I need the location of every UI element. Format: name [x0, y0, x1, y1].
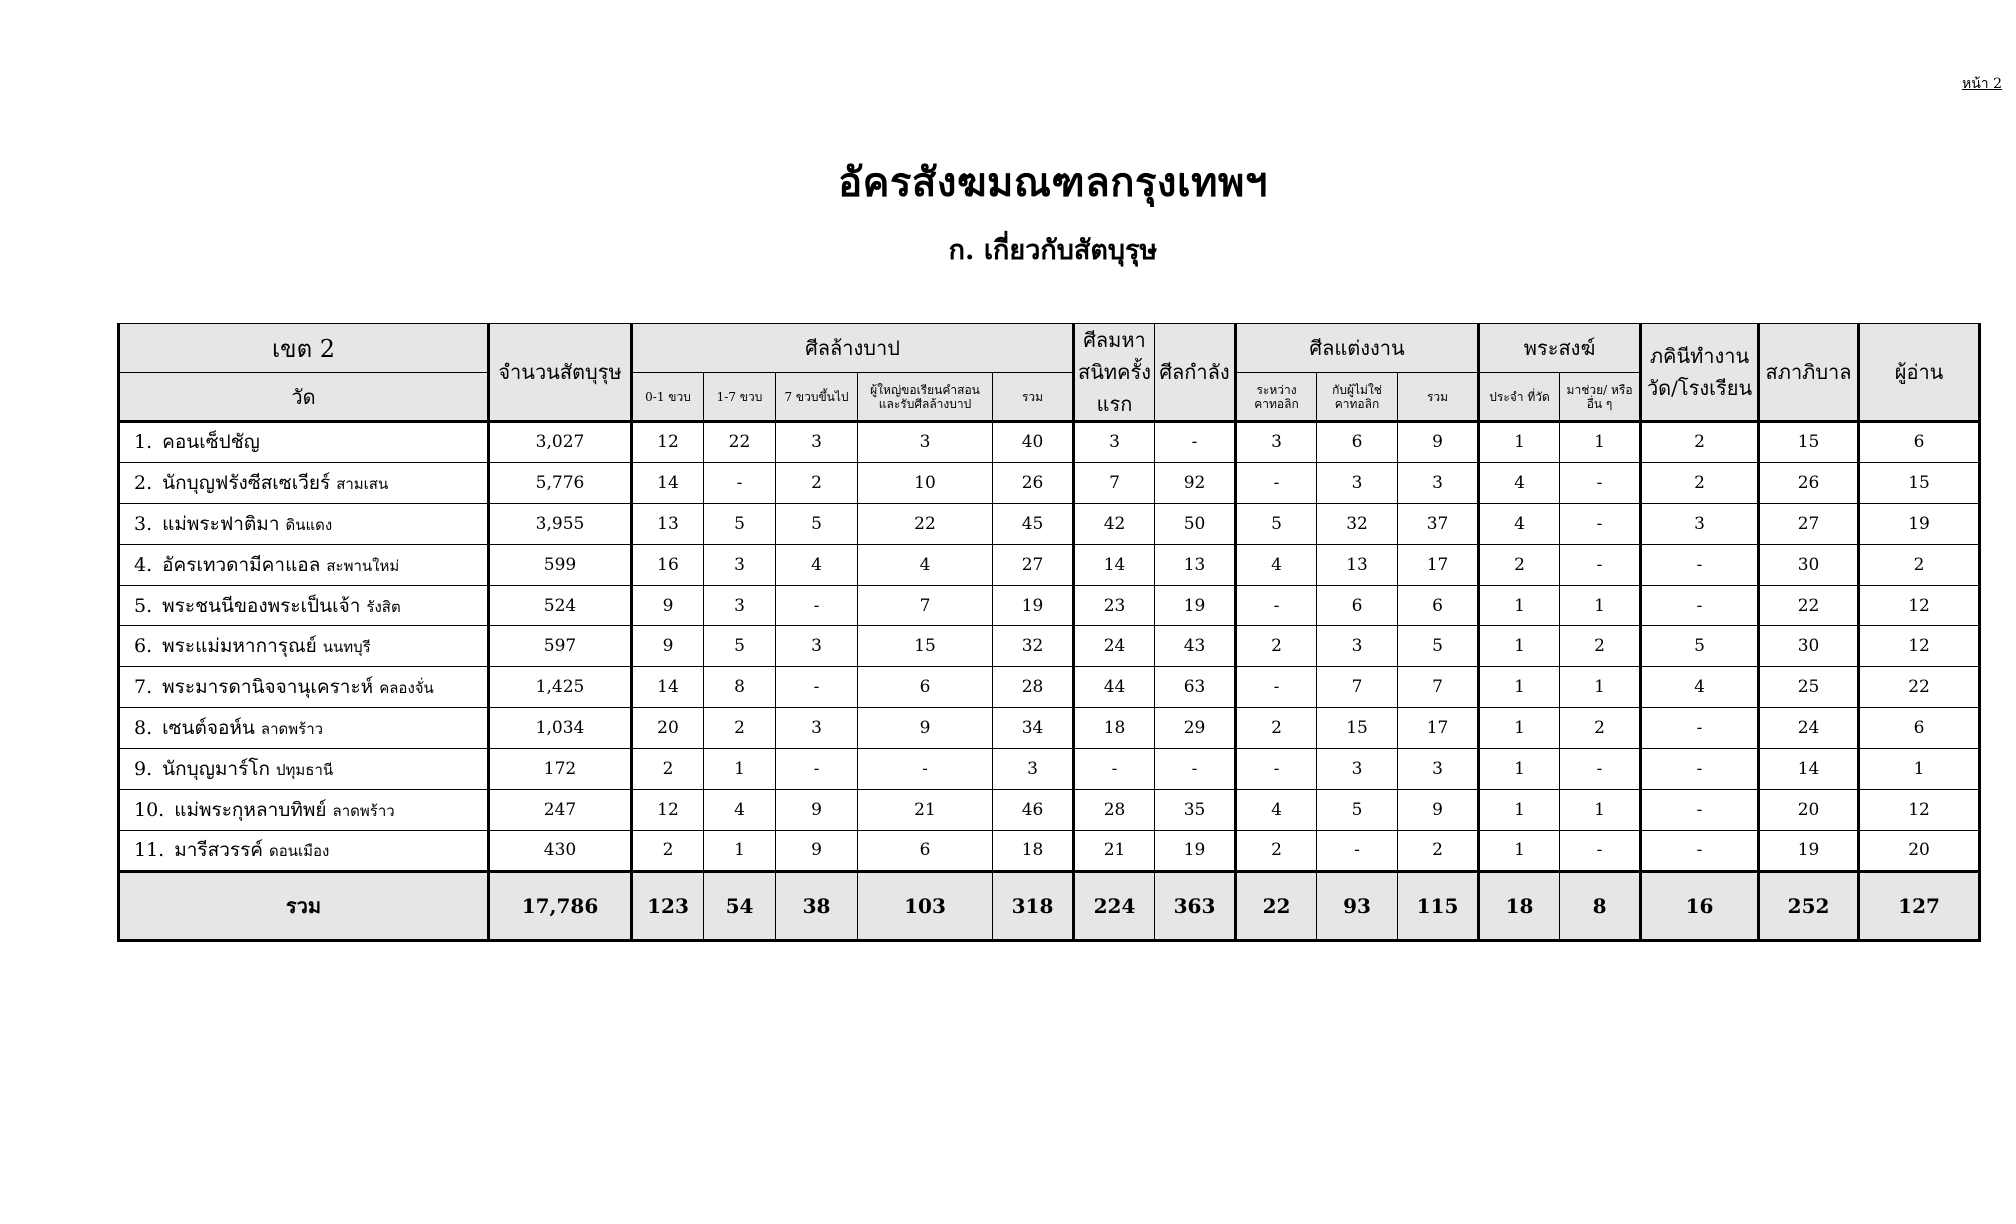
- table-cell: 27: [993, 544, 1074, 585]
- table-cell: 63: [1155, 667, 1236, 708]
- table-cell: 13: [632, 503, 704, 544]
- table-cell: -: [1641, 585, 1759, 626]
- table-cell: -: [776, 667, 858, 708]
- table-cell: 32: [1317, 503, 1398, 544]
- total-cell: 38: [776, 871, 858, 940]
- table-cell: 3: [1317, 626, 1398, 667]
- table-cell: 9: [858, 708, 993, 749]
- church-location: สะพานใหม่: [326, 556, 400, 575]
- table-cell: 30: [1759, 626, 1859, 667]
- table-cell: -: [1641, 830, 1759, 871]
- table-cell: 3: [776, 422, 858, 463]
- church-name: แม่พระกุหลาบทิพย์: [174, 798, 327, 821]
- baptism-header: ศีลล้างบาป: [632, 324, 1074, 373]
- table-cell: 19: [1759, 830, 1859, 871]
- table-cell: 2: [1236, 830, 1317, 871]
- table-cell: -: [1641, 749, 1759, 790]
- table-cell: 14: [632, 462, 704, 503]
- church-name: พระชนนีของพระเป็นเจ้า: [162, 594, 361, 617]
- table-cell: 2: [704, 708, 776, 749]
- table-cell: 2: [1560, 626, 1641, 667]
- table-cell: 30: [1759, 544, 1859, 585]
- table-cell: 2: [1641, 422, 1759, 463]
- church-name-cell: [119, 585, 489, 626]
- table-cell: 50: [1155, 503, 1236, 544]
- table-cell: 42: [1074, 503, 1155, 544]
- table-cell: 4: [858, 544, 993, 585]
- table-cell: 3: [1398, 462, 1479, 503]
- table-cell: 1,034: [489, 708, 632, 749]
- table-cell: -: [776, 749, 858, 790]
- table-cell: 43: [1155, 626, 1236, 667]
- table-cell: 22: [704, 422, 776, 463]
- table-cell: -: [1236, 462, 1317, 503]
- church-location: รังสิต: [366, 597, 401, 616]
- table-cell: 7: [1074, 462, 1155, 503]
- table-cell: 12: [632, 422, 704, 463]
- table-cell: 12: [1859, 790, 1980, 831]
- table-cell: -: [1641, 708, 1759, 749]
- table-row: [119, 708, 1980, 749]
- table-cell: 40: [993, 422, 1074, 463]
- table-cell: 5: [1398, 626, 1479, 667]
- table-cell: 12: [1859, 626, 1980, 667]
- table-cell: 46: [993, 790, 1074, 831]
- table-cell: 15: [1317, 708, 1398, 749]
- baptism-sub-header: ผู้ใหญ่ขอเรียนคำสอน และรับศีลล้างบาป: [858, 373, 993, 422]
- sisters-header: ภคินีทำงาน วัด/โรงเรียน: [1641, 324, 1759, 422]
- table-cell: 24: [1074, 626, 1155, 667]
- church-name: นักบุญมาร์โก: [162, 758, 270, 781]
- table-cell: -: [1560, 544, 1641, 585]
- table-cell: 9: [1398, 790, 1479, 831]
- table-cell: 5: [1236, 503, 1317, 544]
- table-cell: 9: [632, 585, 704, 626]
- church-name: มารีสวรรค์: [174, 839, 264, 862]
- table-cell: 35: [1155, 790, 1236, 831]
- table-cell: 5: [1317, 790, 1398, 831]
- table-cell: 172: [489, 749, 632, 790]
- readers-header: ผู้อ่าน: [1859, 324, 1980, 422]
- total-cell: 123: [632, 871, 704, 940]
- total-cell: 54: [704, 871, 776, 940]
- table-cell: 2: [632, 749, 704, 790]
- table-cell: 6: [1317, 422, 1398, 463]
- total-cell: 115: [1398, 871, 1479, 940]
- table-cell: 21: [1074, 830, 1155, 871]
- baptism-sub-header: รวม: [993, 373, 1074, 422]
- table-cell: 2: [1236, 626, 1317, 667]
- table-cell: 7: [858, 585, 993, 626]
- row-number: 2.: [134, 471, 153, 494]
- table-cell: 3,955: [489, 503, 632, 544]
- table-cell: 1: [1479, 585, 1560, 626]
- church-location: ปทุมธานี: [276, 761, 334, 780]
- marriage-sub-header: กับผู้ไม่ใช่ คาทอลิก: [1317, 373, 1398, 422]
- table-row: [119, 830, 1980, 871]
- table-cell: 2: [1236, 708, 1317, 749]
- total-label: รวม: [119, 871, 489, 940]
- table-cell: 5: [704, 503, 776, 544]
- table-cell: 2: [632, 830, 704, 871]
- table-cell: 26: [993, 462, 1074, 503]
- table-cell: 2: [1398, 830, 1479, 871]
- statistics-table: [117, 323, 1981, 942]
- table-cell: 3: [776, 626, 858, 667]
- table-cell: 10: [858, 462, 993, 503]
- council-header: สภาภิบาล: [1759, 324, 1859, 422]
- total-cell: 8: [1560, 871, 1641, 940]
- table-cell: -: [1641, 790, 1759, 831]
- table-cell: 2: [1479, 544, 1560, 585]
- row-number: 8.: [134, 717, 153, 740]
- table-cell: 2: [1560, 708, 1641, 749]
- table-cell: -: [1236, 585, 1317, 626]
- table-row: [119, 462, 1980, 503]
- total-cell: 17,786: [489, 871, 632, 940]
- table-cell: 7: [1398, 667, 1479, 708]
- table-cell: 9: [1398, 422, 1479, 463]
- table-row: [119, 544, 1980, 585]
- table-cell: 6: [1859, 708, 1980, 749]
- table-cell: -: [1560, 462, 1641, 503]
- table-cell: 4: [1479, 503, 1560, 544]
- table-cell: -: [1155, 749, 1236, 790]
- table-cell: 3: [858, 422, 993, 463]
- table-cell: 430: [489, 830, 632, 871]
- table-row: [119, 749, 1980, 790]
- total-cell: 318: [993, 871, 1074, 940]
- table-cell: 599: [489, 544, 632, 585]
- church-name-cell: [119, 503, 489, 544]
- table-cell: 8: [704, 667, 776, 708]
- table-cell: -: [1560, 830, 1641, 871]
- church-name-cell: [119, 626, 489, 667]
- table-row: [119, 422, 1980, 463]
- church-location: ดอนเมือง: [269, 842, 330, 861]
- table-row: [119, 626, 1980, 667]
- table-cell: 20: [632, 708, 704, 749]
- table-cell: 6: [1317, 585, 1398, 626]
- table-cell: -: [1560, 749, 1641, 790]
- table-cell: 17: [1398, 544, 1479, 585]
- total-cell: 127: [1859, 871, 1980, 940]
- church-name-cell: [119, 749, 489, 790]
- table-cell: 1: [704, 749, 776, 790]
- table-cell: 12: [632, 790, 704, 831]
- church-name-cell: [119, 544, 489, 585]
- marriage-sub-header: รวม: [1398, 373, 1479, 422]
- church-location: ลาดพร้าว: [260, 720, 324, 739]
- church-name: อัครเทวดามีคาแอล: [162, 553, 321, 576]
- table-cell: 14: [1074, 544, 1155, 585]
- table-cell: 25: [1759, 667, 1859, 708]
- page-subtitle: ก. เกี่ยวกับสัตบุรุษ: [948, 235, 1158, 266]
- table-cell: 6: [858, 830, 993, 871]
- table-cell: -: [1560, 503, 1641, 544]
- table-cell: -: [1236, 749, 1317, 790]
- table-cell: 5: [776, 503, 858, 544]
- table-cell: 5,776: [489, 462, 632, 503]
- table-cell: 16: [632, 544, 704, 585]
- faithful-header: จำนวนสัตบุรุษ: [489, 324, 632, 422]
- table-cell: 1: [1479, 708, 1560, 749]
- table-cell: 9: [776, 790, 858, 831]
- table-cell: 1: [1479, 667, 1560, 708]
- row-number: 3.: [134, 512, 153, 535]
- church-name-cell: [119, 830, 489, 871]
- table-cell: 20: [1759, 790, 1859, 831]
- table-cell: 9: [632, 626, 704, 667]
- table-row: [119, 503, 1980, 544]
- table-cell: 19: [1155, 585, 1236, 626]
- confirmation-header: ศีลกำลัง: [1155, 324, 1236, 422]
- table-cell: 1: [1859, 749, 1980, 790]
- church-name: เซนต์จอห์น: [162, 717, 255, 740]
- table-cell: 44: [1074, 667, 1155, 708]
- table-cell: 1: [1560, 790, 1641, 831]
- table-cell: 27: [1759, 503, 1859, 544]
- table-cell: 34: [993, 708, 1074, 749]
- table-cell: 15: [1759, 422, 1859, 463]
- table-cell: 26: [1759, 462, 1859, 503]
- table-cell: 3: [704, 544, 776, 585]
- total-cell: 22: [1236, 871, 1317, 940]
- table-cell: 247: [489, 790, 632, 831]
- table-cell: 15: [858, 626, 993, 667]
- table-cell: 3: [1236, 422, 1317, 463]
- total-cell: 224: [1074, 871, 1155, 940]
- church-name-cell: [119, 708, 489, 749]
- row-number: 7.: [134, 676, 153, 699]
- table-cell: 4: [1236, 790, 1317, 831]
- table-cell: 92: [1155, 462, 1236, 503]
- row-number: 9.: [134, 758, 153, 781]
- table-cell: 4: [1479, 462, 1560, 503]
- table-cell: 1: [1479, 422, 1560, 463]
- total-cell: 252: [1759, 871, 1859, 940]
- table-cell: 15: [1859, 462, 1980, 503]
- marriage-sub-header: ระหว่าง คาทอลิก: [1236, 373, 1317, 422]
- total-cell: 103: [858, 871, 993, 940]
- table-cell: 7: [1317, 667, 1398, 708]
- table-cell: 6: [1859, 422, 1980, 463]
- table-cell: 6: [1398, 585, 1479, 626]
- church-header: วัด: [119, 373, 489, 422]
- table-cell: 4: [1641, 667, 1759, 708]
- church-location: ลาดพร้าว: [332, 801, 395, 820]
- table-cell: 1: [1560, 667, 1641, 708]
- church-name: พระแม่มหาการุณย์: [162, 635, 317, 658]
- church-name: นักบุญฟรังซีสเซเวียร์: [162, 471, 331, 494]
- page-number: หน้า 2: [1961, 76, 2002, 92]
- table-cell: 20: [1859, 830, 1980, 871]
- table-cell: 2: [1859, 544, 1980, 585]
- total-cell: 363: [1155, 871, 1236, 940]
- table-cell: -: [1317, 830, 1398, 871]
- first-communion-header: ศีลมหาสนิทครั้งแรก: [1074, 324, 1155, 422]
- table-cell: 524: [489, 585, 632, 626]
- table-cell: 9: [776, 830, 858, 871]
- table-cell: 22: [858, 503, 993, 544]
- table-cell: 2: [776, 462, 858, 503]
- church-name: คอนเซ็ปชัญ: [162, 431, 260, 454]
- table-cell: 1,425: [489, 667, 632, 708]
- table-cell: 3: [704, 585, 776, 626]
- table-cell: 21: [858, 790, 993, 831]
- priests-header: พระสงฆ์: [1479, 324, 1641, 373]
- church-name: พระมารดานิจจานุเคราะห์: [162, 676, 374, 699]
- table-cell: -: [704, 462, 776, 503]
- total-cell: 16: [1641, 871, 1759, 940]
- table-cell: 24: [1759, 708, 1859, 749]
- church-location: ดินแดง: [285, 515, 333, 534]
- table-cell: -: [858, 749, 993, 790]
- table-cell: 3,027: [489, 422, 632, 463]
- marriage-header: ศีลแต่งงาน: [1236, 324, 1479, 373]
- table-cell: 5: [1641, 626, 1759, 667]
- table-cell: 1: [1560, 422, 1641, 463]
- row-number: 4.: [134, 553, 153, 576]
- church-name-cell: [119, 667, 489, 708]
- table-cell: 4: [704, 790, 776, 831]
- church-name: แม่พระฟาติมา: [162, 512, 280, 535]
- church-name-cell: [119, 422, 489, 463]
- table-cell: 29: [1155, 708, 1236, 749]
- district-header: เขต 2: [119, 324, 489, 373]
- table-cell: -: [1641, 544, 1759, 585]
- table-cell: 5: [704, 626, 776, 667]
- table-cell: -: [776, 585, 858, 626]
- table-row: [119, 667, 1980, 708]
- table-cell: 37: [1398, 503, 1479, 544]
- table-cell: -: [1236, 667, 1317, 708]
- baptism-sub-header: 0-1 ขวบ: [632, 373, 704, 422]
- row-number: 11.: [134, 839, 165, 862]
- table-cell: 3: [1317, 749, 1398, 790]
- table-cell: 3: [993, 749, 1074, 790]
- church-location: สามเสน: [336, 474, 389, 493]
- table-row: [119, 585, 1980, 626]
- table-cell: 3: [1317, 462, 1398, 503]
- table-cell: 13: [1317, 544, 1398, 585]
- table-cell: 1: [1479, 790, 1560, 831]
- priests-sub-header: มาช่วย/ หรืออื่น ๆ: [1560, 373, 1641, 422]
- table-row: [119, 790, 1980, 831]
- church-location: คลองจั่น: [379, 679, 434, 698]
- table-body: [119, 422, 1980, 872]
- table-cell: -: [1155, 422, 1236, 463]
- table-cell: 12: [1859, 585, 1980, 626]
- table-cell: 17: [1398, 708, 1479, 749]
- table-cell: 1: [1479, 626, 1560, 667]
- table-cell: 3: [1641, 503, 1759, 544]
- table-cell: 18: [1074, 708, 1155, 749]
- table-cell: 28: [993, 667, 1074, 708]
- table-cell: 32: [993, 626, 1074, 667]
- page-title: อัครสังฆมณฑลกรุงเทพฯ: [838, 159, 1268, 206]
- table-cell: 22: [1759, 585, 1859, 626]
- table-cell: 1: [1479, 749, 1560, 790]
- row-number: 1.: [134, 431, 153, 454]
- table-cell: 19: [1155, 830, 1236, 871]
- table-cell: 4: [1236, 544, 1317, 585]
- total-cell: 18: [1479, 871, 1560, 940]
- table-cell: 23: [1074, 585, 1155, 626]
- row-number: 10.: [134, 798, 165, 821]
- table-cell: 2: [1641, 462, 1759, 503]
- row-number: 5.: [134, 594, 153, 617]
- table-cell: 1: [1479, 830, 1560, 871]
- priests-sub-header: ประจำ ที่วัด: [1479, 373, 1560, 422]
- table-cell: 14: [1759, 749, 1859, 790]
- table-cell: 19: [1859, 503, 1980, 544]
- church-name-cell: [119, 790, 489, 831]
- table-cell: 6: [858, 667, 993, 708]
- table-cell: 1: [704, 830, 776, 871]
- table-cell: 597: [489, 626, 632, 667]
- church-location: นนทบุรี: [322, 638, 371, 657]
- row-number: 6.: [134, 635, 153, 658]
- table-cell: 3: [1398, 749, 1479, 790]
- table-cell: 1: [1560, 585, 1641, 626]
- table-cell: -: [1074, 749, 1155, 790]
- table-cell: 22: [1859, 667, 1980, 708]
- table-cell: 28: [1074, 790, 1155, 831]
- table-cell: 3: [1074, 422, 1155, 463]
- baptism-sub-header: 1-7 ขวบ: [704, 373, 776, 422]
- table-cell: 19: [993, 585, 1074, 626]
- church-name-cell: [119, 462, 489, 503]
- table-cell: 3: [776, 708, 858, 749]
- table-cell: 45: [993, 503, 1074, 544]
- table-cell: 18: [993, 830, 1074, 871]
- total-cell: 93: [1317, 871, 1398, 940]
- table-cell: 14: [632, 667, 704, 708]
- table-cell: 4: [776, 544, 858, 585]
- table-cell: 13: [1155, 544, 1236, 585]
- baptism-sub-header: 7 ขวบขึ้นไป: [776, 373, 858, 422]
